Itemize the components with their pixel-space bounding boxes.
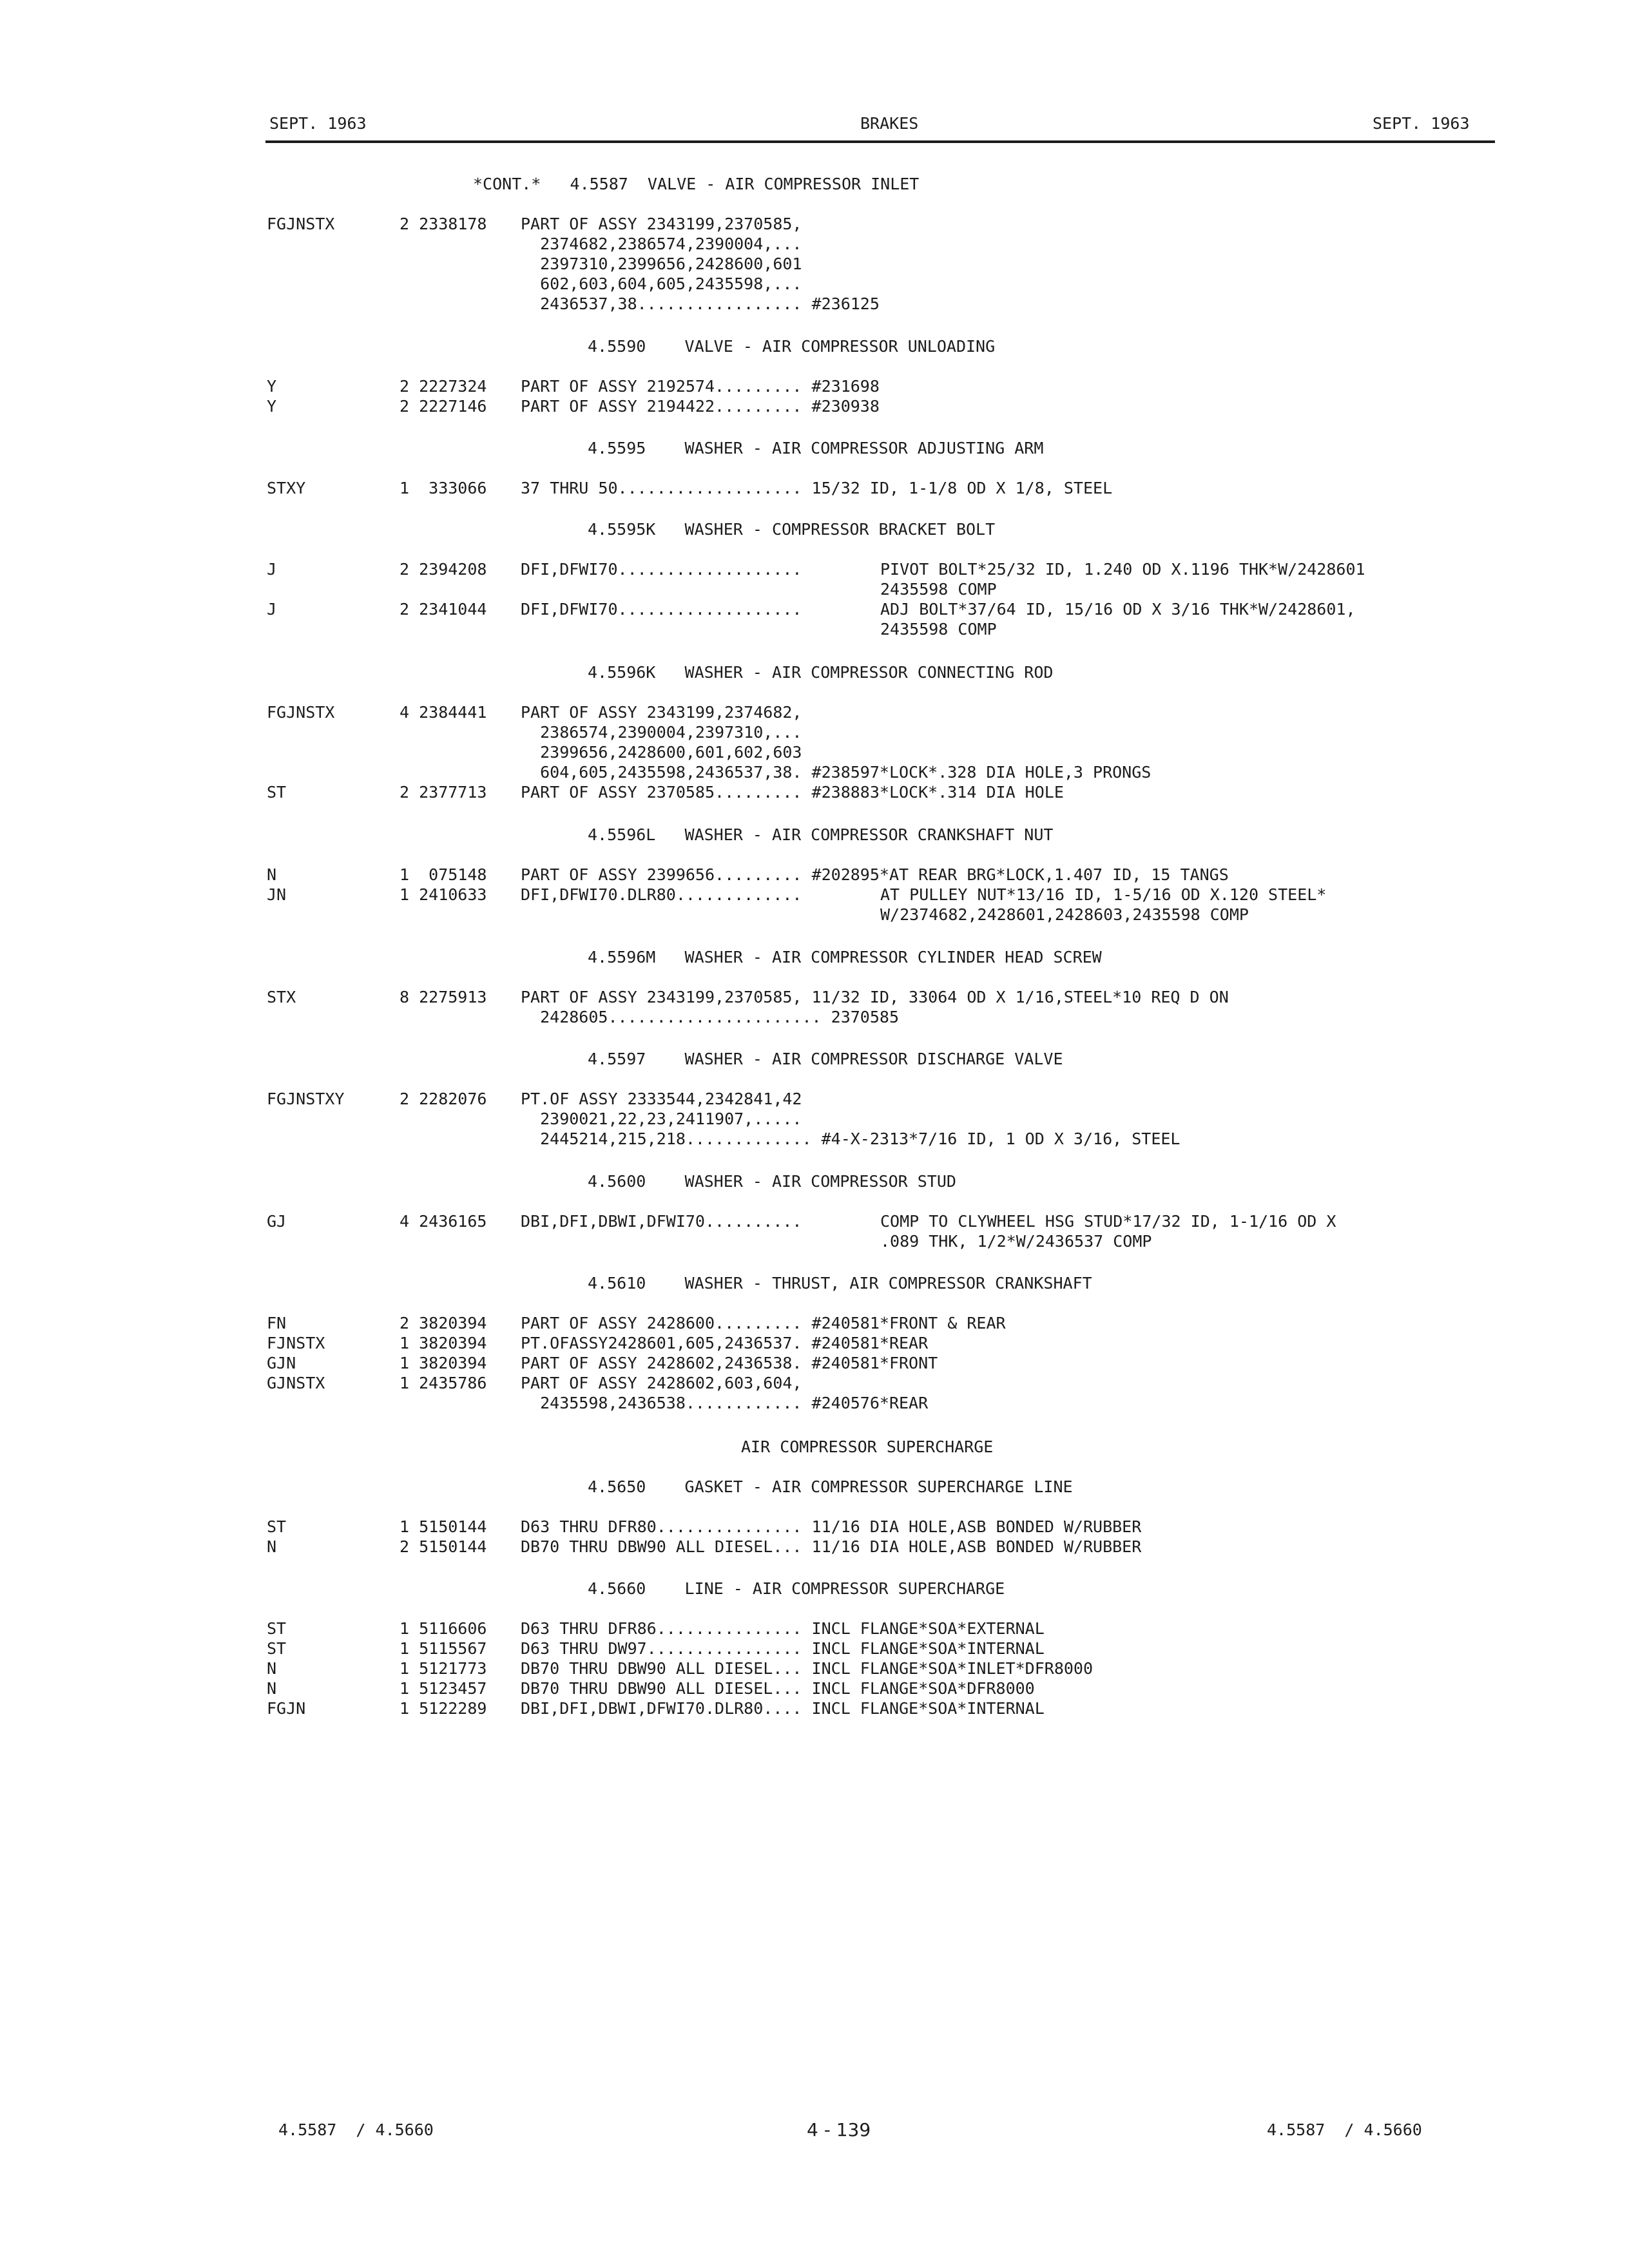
model-codes: GJNSTX: [267, 1374, 325, 1392]
part-description: 2374682,2386574,2390004,...: [521, 235, 802, 253]
model-codes: N: [267, 865, 277, 884]
part-note: AT PULLEY NUT*13/16 ID, 1-5/16 OD X.120 STEEL*: [880, 885, 1327, 904]
model-codes: GJN: [267, 1354, 296, 1372]
model-codes: ST: [267, 1639, 287, 1658]
part-description: PART OF ASSY 2428600......... #240581*FRONT & REAR: [521, 1314, 1006, 1332]
qty-part-number: 1 2435786: [400, 1374, 487, 1392]
part-description: PART OF ASSY 2192574......... #231698: [521, 377, 880, 396]
qty-part-number: 2 3820394: [400, 1314, 487, 1332]
part-description: D63 THRU DFR80............... 11/16 DIA HOLE,ASB BONDED W/RUBBER: [521, 1517, 1142, 1536]
qty-part-number: 2 2338178: [400, 215, 487, 233]
part-note: ADJ BOLT*37/64 ID, 15/16 OD X 3/16 THK*W/2428601,: [880, 600, 1356, 619]
section-title: *CONT.* 4.5587 VALVE - AIR COMPRESSOR INLET: [473, 175, 920, 193]
part-description: DB70 THRU DBW90 ALL DIESEL... INCL FLANGE*SOA*DFR8000: [521, 1679, 1035, 1698]
section-title: 4.5596L WASHER - AIR COMPRESSOR CRANKSHAFT NUT: [588, 825, 1054, 844]
model-codes: ST: [267, 783, 287, 802]
section-title: 4.5610 WASHER - THRUST, AIR COMPRESSOR CRANKSHAFT: [588, 1274, 1092, 1293]
part-description: D63 THRU DFR86............... INCL FLANGE*SOA*EXTERNAL: [521, 1619, 1045, 1638]
qty-part-number: 1 5123457: [400, 1679, 487, 1698]
part-description: 2428605...................... 2370585: [521, 1008, 899, 1026]
qty-part-number: 8 2275913: [400, 988, 487, 1006]
qty-part-number: 1 075148: [400, 865, 487, 884]
qty-part-number: 2 2282076: [400, 1090, 487, 1108]
model-codes: JN: [267, 885, 287, 904]
model-codes: ST: [267, 1619, 287, 1638]
part-description: PART OF ASSY 2428602,603,604,: [521, 1374, 802, 1392]
part-description: PT.OF ASSY 2333544,2342841,42: [521, 1090, 802, 1108]
part-description: PART OF ASSY 2428602,2436538. #240581*FRONT: [521, 1354, 938, 1372]
model-codes: Y: [267, 397, 277, 416]
model-codes: FGJNSTXY: [267, 1090, 345, 1108]
part-description: 2397310,2399656,2428600,601: [521, 255, 802, 273]
part-description: 2390021,22,23,2411907,.....: [521, 1110, 802, 1128]
section-title: 4.5596M WASHER - AIR COMPRESSOR CYLINDER HEAD SCREW: [588, 948, 1102, 966]
part-note: PIVOT BOLT*25/32 ID, 1.240 OD X.1196 THK*W/2428601: [880, 560, 1365, 579]
section-title: 4.5660 LINE - AIR COMPRESSOR SUPERCHARGE: [588, 1579, 1005, 1598]
section-title: 4.5650 GASKET - AIR COMPRESSOR SUPERCHARGE LINE: [588, 1477, 1073, 1496]
part-description: DBI,DFI,DBWI,DFWI70..........: [521, 1212, 802, 1231]
part-note: COMP TO CLYWHEEL HSG STUD*17/32 ID, 1-1/16 OD X: [880, 1212, 1336, 1231]
part-description: PT.OFASSY2428601,605,2436537. #240581*REAR: [521, 1334, 929, 1352]
model-codes: FN: [267, 1314, 287, 1332]
qty-part-number: 2 5150144: [400, 1537, 487, 1556]
section-title: 4.5596K WASHER - AIR COMPRESSOR CONNECTING ROD: [588, 663, 1054, 682]
model-codes: ST: [267, 1517, 287, 1536]
header-section-title: BRAKES: [860, 114, 919, 133]
model-codes: FJNSTX: [267, 1334, 325, 1352]
model-codes: N: [267, 1537, 277, 1556]
part-description: DB70 THRU DBW90 ALL DIESEL... INCL FLANGE*SOA*INLET*DFR8000: [521, 1659, 1094, 1678]
qty-part-number: 4 2384441: [400, 703, 487, 722]
part-note: W/2374682,2428601,2428603,2435598 COMP: [880, 905, 1249, 924]
model-codes: FGJN: [267, 1699, 306, 1718]
subsection-heading: AIR COMPRESSOR SUPERCHARGE: [741, 1437, 994, 1456]
footer-right-range: 4.5587 / 4.5660: [1267, 2120, 1422, 2139]
model-codes: N: [267, 1679, 277, 1698]
part-description: DBI,DFI,DBWI,DFWI70.DLR80.... INCL FLANGE*SOA*INTERNAL: [521, 1699, 1045, 1718]
qty-part-number: 1 5121773: [400, 1659, 487, 1678]
part-note: 2435598 COMP: [880, 580, 997, 599]
section-title: 4.5590 VALVE - AIR COMPRESSOR UNLOADING: [588, 337, 996, 356]
qty-part-number: 1 333066: [400, 479, 487, 497]
part-description: 2436537,38................. #236125: [521, 294, 880, 313]
part-description: 604,605,2435598,2436537,38. #238597*LOCK*.328 DIA HOLE,3 PRONGS: [521, 763, 1152, 782]
qty-part-number: 1 5116606: [400, 1619, 487, 1638]
qty-part-number: 4 2436165: [400, 1212, 487, 1231]
qty-part-number: 2 2394208: [400, 560, 487, 579]
model-codes: STXY: [267, 479, 306, 497]
qty-part-number: 1 3820394: [400, 1334, 487, 1352]
part-description: PART OF ASSY 2343199,2374682,: [521, 703, 802, 722]
page-number: 4 - 139: [807, 2119, 871, 2140]
part-description: 602,603,604,605,2435598,...: [521, 274, 802, 293]
section-title: 4.5595K WASHER - COMPRESSOR BRACKET BOLT: [588, 520, 996, 539]
section-title: 4.5597 WASHER - AIR COMPRESSOR DISCHARGE VALVE: [588, 1050, 1063, 1068]
part-description: DFI,DFWI70...................: [521, 560, 802, 579]
part-description: 2386574,2390004,2397310,...: [521, 723, 802, 742]
header-left-date: SEPT. 1963: [269, 114, 367, 133]
qty-part-number: 2 2227324: [400, 377, 487, 396]
model-codes: J: [267, 560, 277, 579]
part-description: PART OF ASSY 2399656......... #202895*AT REAR BRG*LOCK,1.407 ID, 15 TANGS: [521, 865, 1229, 884]
section-title: 4.5595 WASHER - AIR COMPRESSOR ADJUSTING ARM: [588, 439, 1044, 457]
part-description: DB70 THRU DBW90 ALL DIESEL... 11/16 DIA HOLE,ASB BONDED W/RUBBER: [521, 1537, 1142, 1556]
qty-part-number: 2 2377713: [400, 783, 487, 802]
part-description: 37 THRU 50................... 15/32 ID, 1-1/8 OD X 1/8, STEEL: [521, 479, 1113, 497]
qty-part-number: 1 3820394: [400, 1354, 487, 1372]
model-codes: STX: [267, 988, 296, 1006]
model-codes: FGJNSTX: [267, 215, 335, 233]
qty-part-number: 1 2410633: [400, 885, 487, 904]
qty-part-number: 2 2227146: [400, 397, 487, 416]
qty-part-number: 1 5122289: [400, 1699, 487, 1718]
model-codes: J: [267, 600, 277, 619]
qty-part-number: 1 5115567: [400, 1639, 487, 1658]
part-note: 2435598 COMP: [880, 620, 997, 639]
part-description: DFI,DFWI70.DLR80.............: [521, 885, 802, 904]
model-codes: GJ: [267, 1212, 287, 1231]
part-description: 2435598,2436538............ #240576*REAR: [521, 1394, 929, 1412]
part-description: DFI,DFWI70...................: [521, 600, 802, 619]
part-description: PART OF ASSY 2343199,2370585, 11/32 ID, 33064 OD X 1/16,STEEL*10 REQ D ON: [521, 988, 1229, 1006]
part-note: .089 THK, 1/2*W/2436537 COMP: [880, 1232, 1152, 1251]
part-description: 2399656,2428600,601,602,603: [521, 743, 802, 762]
part-description: 2445214,215,218............. #4-X-2313*7/16 ID, 1 OD X 3/16, STEEL: [521, 1129, 1181, 1148]
part-description: PART OF ASSY 2370585......... #238883*LOCK*.314 DIA HOLE: [521, 783, 1064, 802]
footer-left-range: 4.5587 / 4.5660: [278, 2120, 434, 2139]
qty-part-number: 2 2341044: [400, 600, 487, 619]
model-codes: N: [267, 1659, 277, 1678]
header-right-date: SEPT. 1963: [1373, 114, 1470, 133]
section-title: 4.5600 WASHER - AIR COMPRESSOR STUD: [588, 1172, 956, 1191]
model-codes: Y: [267, 377, 277, 396]
qty-part-number: 1 5150144: [400, 1517, 487, 1536]
part-description: PART OF ASSY 2343199,2370585,: [521, 215, 802, 233]
model-codes: FGJNSTX: [267, 703, 335, 722]
part-description: D63 THRU DW97................ INCL FLANGE*SOA*INTERNAL: [521, 1639, 1045, 1658]
part-description: PART OF ASSY 2194422......... #230938: [521, 397, 880, 416]
